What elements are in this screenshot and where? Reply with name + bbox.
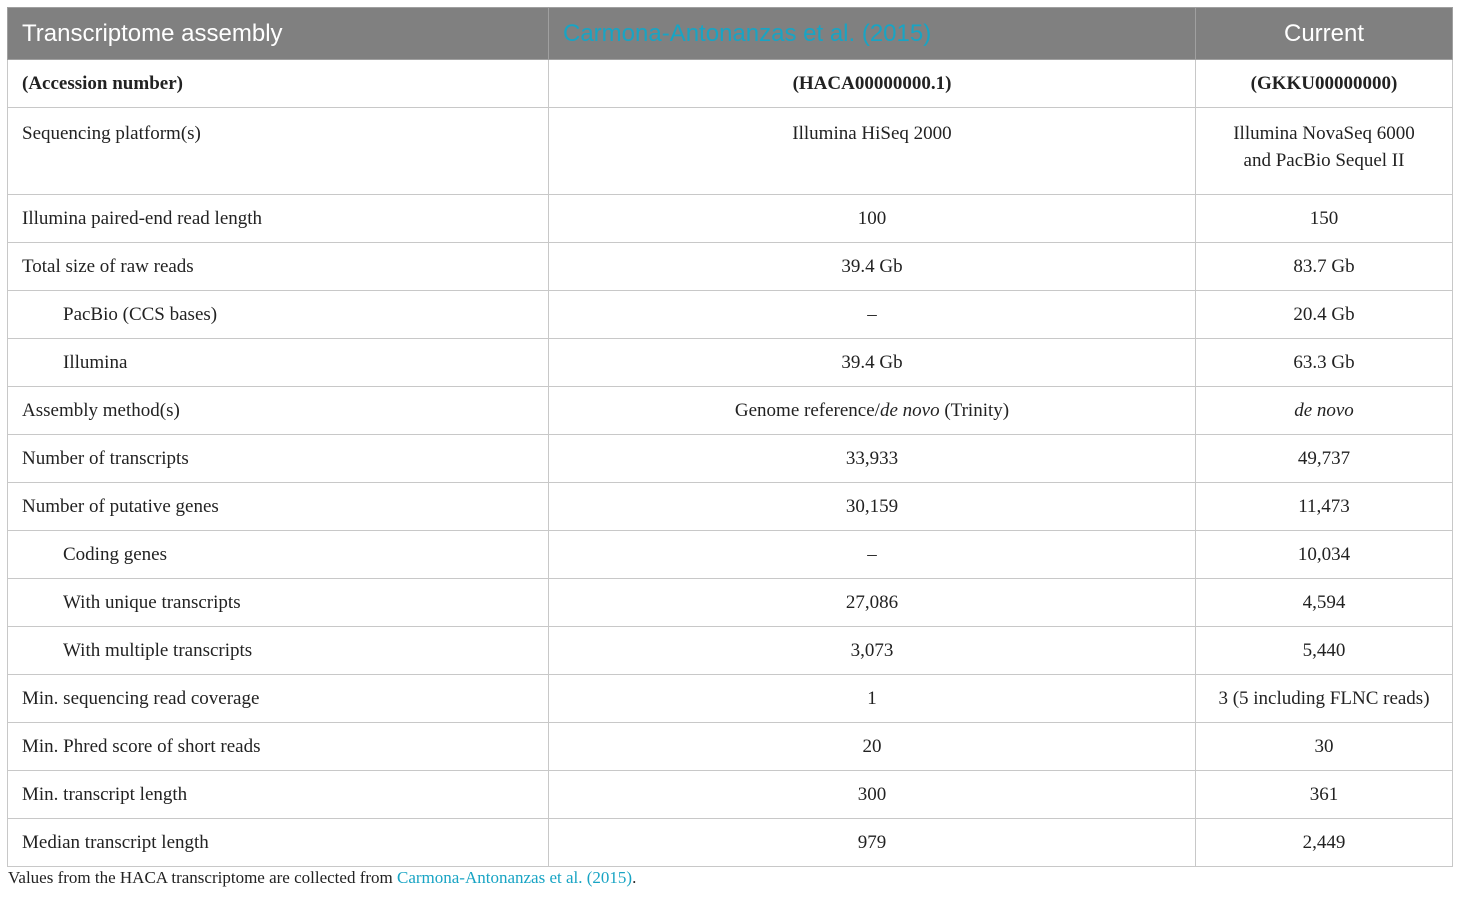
cell-previous: 20	[549, 723, 1196, 771]
table-row-unique	[8, 579, 1453, 627]
cell-previous-post: (Trinity)	[939, 399, 1010, 421]
row-label: Coding genes	[8, 531, 549, 579]
table-row-platform	[8, 108, 1453, 195]
cell-current: 20.4 Gb	[1196, 291, 1453, 339]
cell-previous: 979	[549, 819, 1196, 867]
table-row-accession	[8, 60, 1453, 108]
table-row-raw-size	[8, 243, 1453, 291]
table-row-assembly	[8, 387, 1453, 435]
row-label: Illumina	[8, 339, 549, 387]
cell-current: 4,594	[1196, 579, 1453, 627]
row-label: (Accession number)	[8, 60, 549, 108]
footnote-reference-link[interactable]: Carmona-Antonanzas et al. (2015)	[396, 868, 633, 887]
table-footnote	[8, 868, 636, 888]
row-label: Min. Phred score of short reads	[8, 723, 549, 771]
header-row	[8, 8, 1453, 60]
cell-current: 49,737	[1196, 435, 1453, 483]
table-row-coverage	[8, 675, 1453, 723]
cell-current: 2,449	[1196, 819, 1453, 867]
cell-previous: 3,073	[549, 627, 1196, 675]
cell-current-line1: Illumina NovaSeq 6000	[1233, 123, 1415, 144]
cell-current-line2: and PacBio Sequel II	[1243, 150, 1405, 171]
row-label: PacBio (CCS bases)	[8, 291, 549, 339]
cell-previous: (HACA00000000.1)	[549, 60, 1196, 108]
row-label: Total size of raw reads	[8, 243, 549, 291]
cell-current: 83.7 Gb	[1196, 243, 1453, 291]
table-row-read-length	[8, 195, 1453, 243]
row-label: Sequencing platform(s)	[8, 108, 549, 195]
table-row-min-length	[8, 771, 1453, 819]
cell-previous: 100	[549, 195, 1196, 243]
cell-current: 11,473	[1196, 483, 1453, 531]
cell-previous: 39.4 Gb	[549, 339, 1196, 387]
header-transcriptome-assembly: Transcriptome assembly	[8, 8, 549, 60]
cell-previous: 27,086	[549, 579, 1196, 627]
cell-current: (GKKU00000000)	[1196, 60, 1453, 108]
footnote-period: .	[632, 868, 637, 887]
cell-current: 5,440	[1196, 627, 1453, 675]
cell-previous-pre: Genome reference/	[734, 399, 880, 421]
row-label: Illumina paired-end read length	[8, 195, 549, 243]
cell-current: 150	[1196, 195, 1453, 243]
cell-previous: 30,159	[549, 483, 1196, 531]
cell-current: 63.3 Gb	[1196, 339, 1453, 387]
cell-previous: –	[549, 531, 1196, 579]
transcriptome-comparison-table	[7, 7, 1453, 867]
cell-current-italic: de novo	[1294, 399, 1354, 421]
cell-previous: –	[549, 291, 1196, 339]
cell-previous: 1	[549, 675, 1196, 723]
cell-current: 30	[1196, 723, 1453, 771]
row-label: Number of putative genes	[8, 483, 549, 531]
table-row-phred	[8, 723, 1453, 771]
cell-previous-italic: de novo	[879, 399, 940, 421]
cell-current	[1196, 387, 1453, 435]
row-label: Number of transcripts	[8, 435, 549, 483]
header-carmona-reference-link[interactable]: Carmona-Antonanzas et al. (2015)	[549, 8, 1196, 60]
cell-current: 3 (5 including FLNC reads)	[1196, 675, 1453, 723]
cell-previous: 300	[549, 771, 1196, 819]
row-label: With multiple transcripts	[8, 627, 549, 675]
cell-previous: 33,933	[549, 435, 1196, 483]
row-label: Median transcript length	[8, 819, 549, 867]
cell-previous: Illumina HiSeq 2000	[549, 108, 1196, 195]
header-current: Current	[1196, 8, 1453, 60]
row-label: With unique transcripts	[8, 579, 549, 627]
table-row-transcripts	[8, 435, 1453, 483]
row-label: Assembly method(s)	[8, 387, 549, 435]
table-row-illumina	[8, 339, 1453, 387]
cell-current: 10,034	[1196, 531, 1453, 579]
cell-previous: 39.4 Gb	[549, 243, 1196, 291]
footnote-text: Values from the HACA transcriptome are collected from	[8, 868, 397, 887]
table-row-pacbio	[8, 291, 1453, 339]
table-row-coding	[8, 531, 1453, 579]
table-row-median-length	[8, 819, 1453, 867]
cell-current	[1196, 108, 1453, 195]
table-row-genes	[8, 483, 1453, 531]
cell-current: 361	[1196, 771, 1453, 819]
row-label: Min. transcript length	[8, 771, 549, 819]
row-label: Min. sequencing read coverage	[8, 675, 549, 723]
table-row-multiple	[8, 627, 1453, 675]
cell-previous	[549, 387, 1196, 435]
